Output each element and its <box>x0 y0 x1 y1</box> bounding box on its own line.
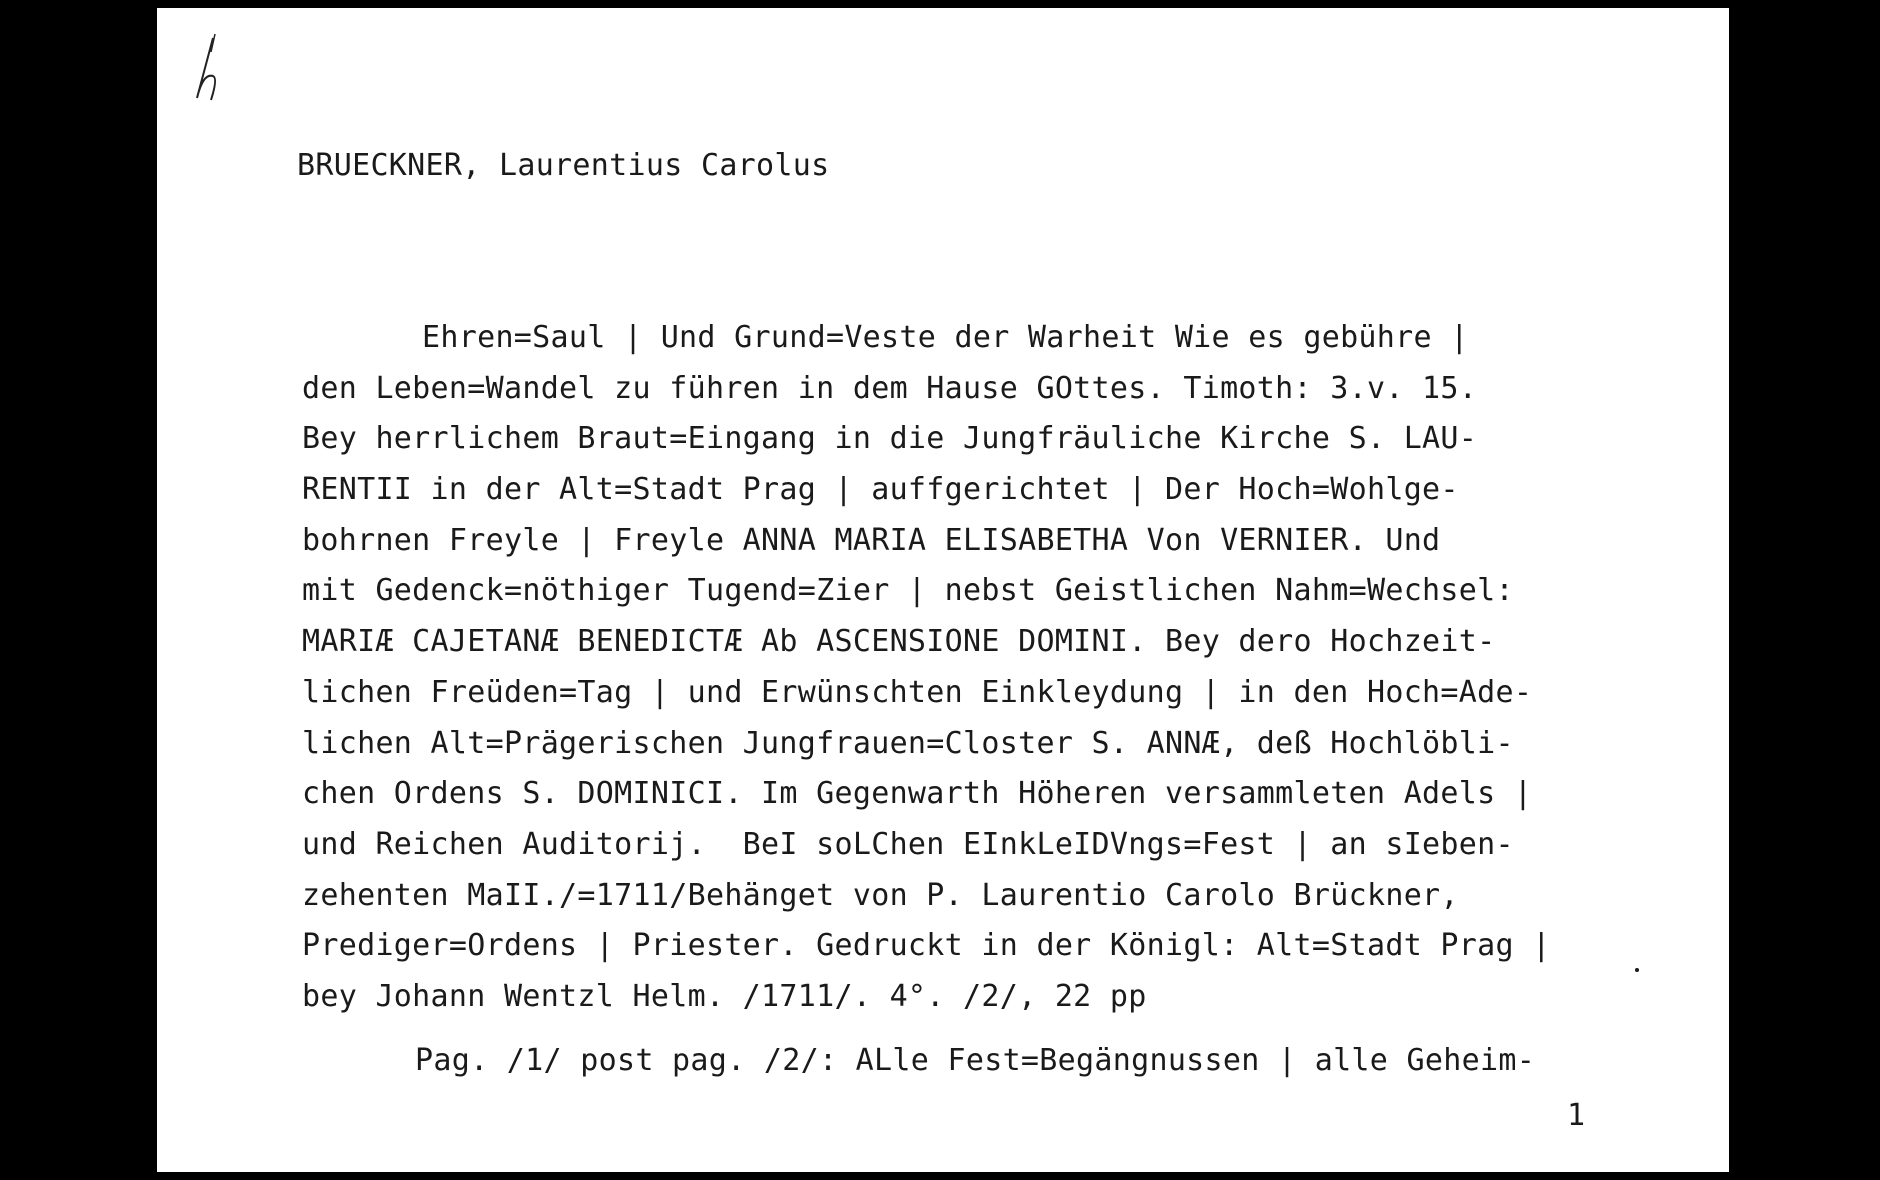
body-line: RENTII in der Alt=Stadt Prag | auffgerichtet | Der Hoch=Wohlge- <box>302 472 1459 508</box>
page-number: 1 <box>1567 1098 1586 1133</box>
body-line: bohrnen Freyle | Freyle ANNA MARIA ELISABETHA Von VERNIER. Und <box>302 522 1441 558</box>
body-line: Prediger=Ordens | Priester. Gedruckt in der Königl: Alt=Stadt Prag | <box>302 928 1551 964</box>
body-line: Ehren=Saul | Und Grund=Veste der Warheit Wie es gebühre | <box>422 320 1469 355</box>
document-page <box>157 8 1729 1172</box>
second-paragraph: Pag. /1/ post pag. /2/: ALle Fest=Begängnussen | alle Geheim- <box>415 1043 1536 1078</box>
body-line: lichen Alt=Prägerischen Jungfrauen=Closter S. ANNÆ, deß Hochlöbli- <box>302 725 1514 761</box>
body-line: bey Johann Wentzl Helm. /1711/. 4°. /2/, 22 pp <box>302 978 1147 1014</box>
body-line: chen Ordens S. DOMINICI. Im Gegenwarth Höheren versammleten Adels | <box>302 776 1533 812</box>
body-line: und Reichen Auditorij. BeI soLChen EInkLeIDVngs=Fest | an sIeben- <box>302 826 1514 862</box>
body-line: MARIÆ CAJETANÆ BENEDICTÆ Ab ASCENSIONE DOMINI. Bey dero Hochzeit- <box>302 624 1496 660</box>
body-line: lichen Freüden=Tag | und Erwünschten Einkleydung | in den Hoch=Ade- <box>302 674 1533 710</box>
body-line: den Leben=Wandel zu führen in dem Hause GOttes. Timoth: 3.v. 15. <box>302 370 1478 406</box>
body-line: zehenten MaII./=1711/Behänget von P. Laurentio Carolo Brückner, <box>302 877 1459 913</box>
record-body <box>302 313 1722 1023</box>
body-line: mit Gedenck=nöthiger Tugend=Zier | nebst Geistlichen Nahm=Wechsel: <box>302 573 1514 609</box>
record-title: BRUECKNER, Laurentius Carolus <box>297 148 830 183</box>
handwritten-mark-icon <box>183 28 233 108</box>
body-line: Bey herrlichem Braut=Eingang in die Jungfräuliche Kirche S. LAU- <box>302 421 1478 457</box>
stray-dot <box>1635 968 1639 972</box>
